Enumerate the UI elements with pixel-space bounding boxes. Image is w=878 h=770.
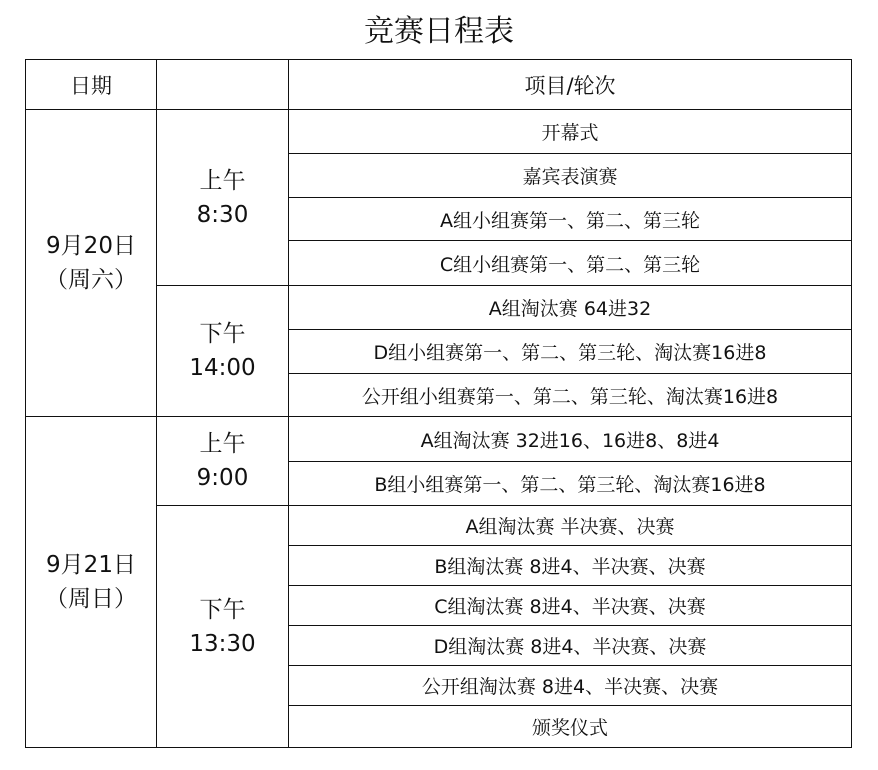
slot-time: 13:30 [189,630,256,657]
slot-period: 下午 [199,321,246,347]
item-cell: 嘉宾表演赛 [289,154,852,198]
slot-period: 下午 [199,596,246,623]
item-cell: C组小组赛第一、第二、第三轮 [289,241,852,286]
item-cell: 公开组小组赛第一、第二、第三轮、淘汰赛16进8 [289,374,852,417]
item-cell: A组淘汰赛 64进32 [289,286,852,330]
slot-time: 9:00 [196,465,249,491]
table-row [26,417,852,462]
item-cell: 公开组淘汰赛 8进4、半决赛、决赛 [289,666,852,706]
item-cell: D组小组赛第一、第二、第三轮、淘汰赛16进8 [289,330,852,374]
item-cell: B组小组赛第一、第二、第三轮、淘汰赛16进8 [289,462,852,506]
item-cell: A组淘汰赛 半决赛、决赛 [289,506,852,546]
item-cell: D组淘汰赛 8进4、半决赛、决赛 [289,626,852,666]
day-weekday: （周日） [45,586,137,612]
item-cell: C组淘汰赛 8进4、半决赛、决赛 [289,586,852,626]
slot-period: 上午 [199,431,246,457]
item-cell: A组小组赛第一、第二、第三轮 [289,198,852,241]
header-item: 项目/轮次 [289,60,852,110]
slot-time: 14:00 [189,355,256,381]
slot-cell [157,506,289,748]
table-row [26,110,852,154]
item-cell: 颁奖仪式 [289,706,852,748]
slot-cell [157,286,289,417]
slot-period: 上午 [199,167,246,194]
item-cell: 开幕式 [289,110,852,154]
header-date: 日期 [26,60,157,110]
table-header-row [26,60,852,110]
day-date: 9月21日 [46,552,136,578]
slot-time: 8:30 [196,201,249,228]
slot-cell [157,417,289,506]
day-cell-1 [26,110,157,417]
slot-cell [157,110,289,286]
header-time [157,60,289,110]
day-cell-2 [26,417,157,748]
day-date: 9月20日 [46,233,136,259]
item-cell: A组淘汰赛 32进16、16进8、8进4 [289,417,852,462]
item-cell: B组淘汰赛 8进4、半决赛、决赛 [289,546,852,586]
page-title: 竞赛日程表 [364,14,514,49]
schedule-table [25,59,852,748]
day-weekday: （周六） [45,267,137,293]
